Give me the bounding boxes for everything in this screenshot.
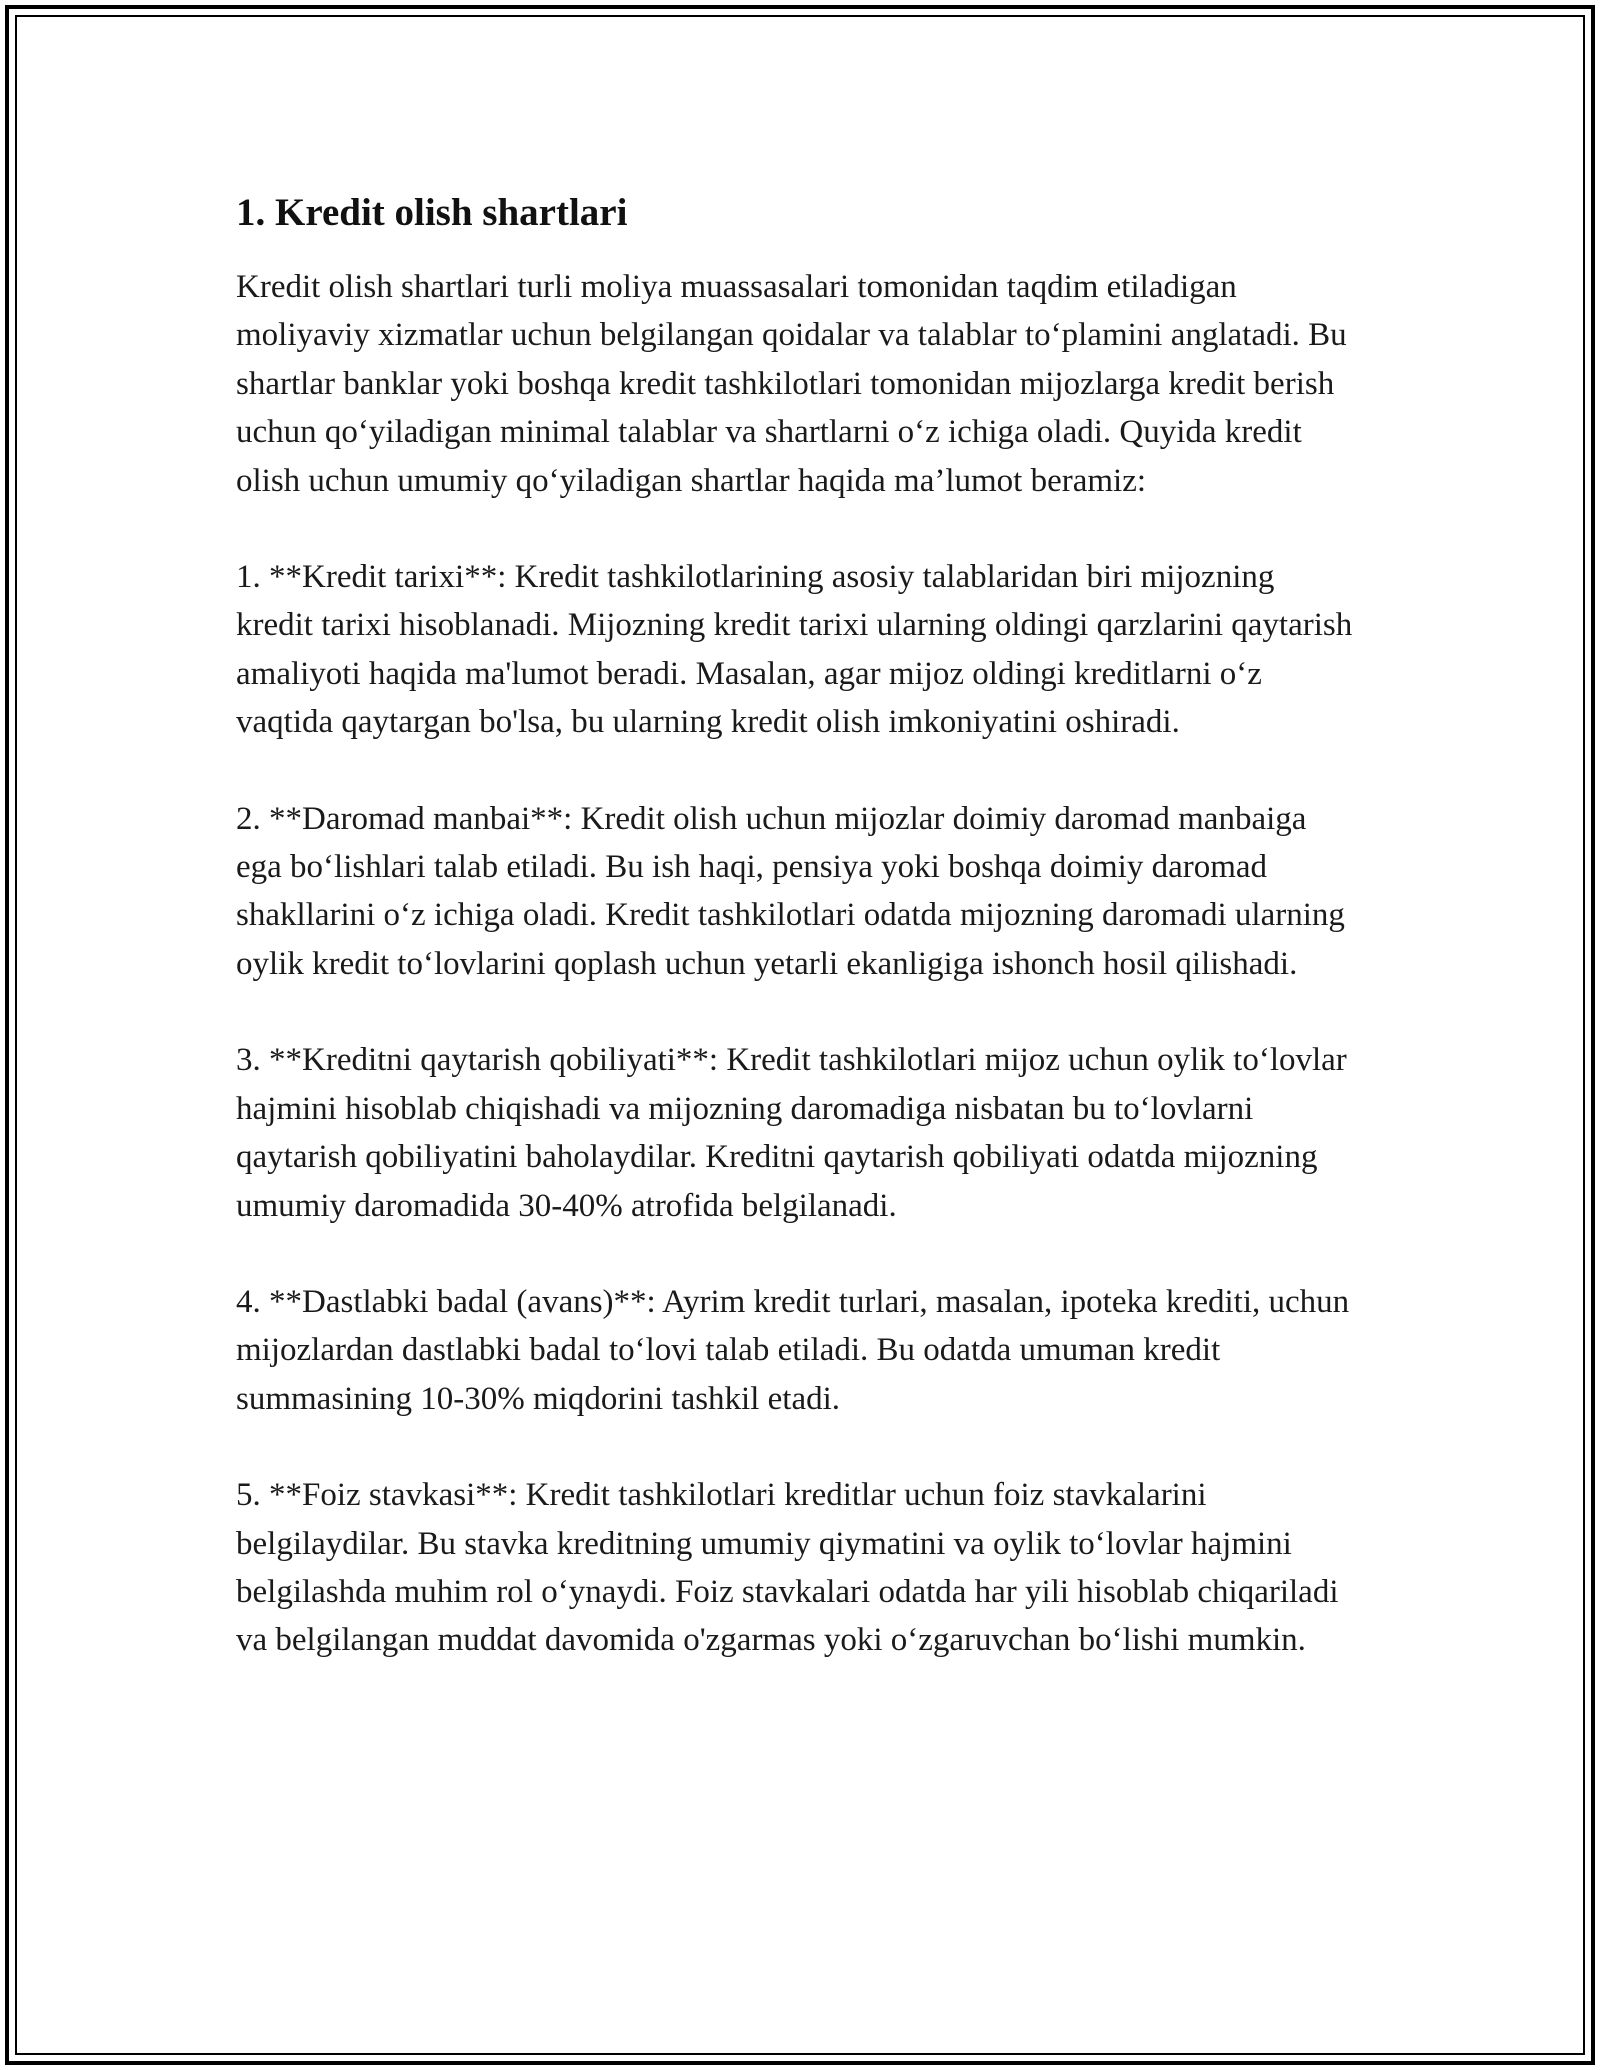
section-heading: 1. Kredit olish shartlari bbox=[236, 191, 628, 234]
item-interest-rate: 5. **Foiz stavkasi**: Kredit tashkilotlari kreditlar uchun foiz stavkalarini belgilaydilar. Bu stavka kreditning umumiy qiymatini va oylik to‘lovlar hajmini belgilashda muhim rol o‘ynaydi. Foiz stavkalari odatda har yili hisoblab chiqariladi va belgilangan muddat davomida o'zgarmas yoki o‘zgaruvchan bo‘lishi mumkin. bbox=[236, 1477, 1339, 1659]
item-income-source: 2. **Daromad manbai**: Kredit olish uchun mijozlar doimiy daromad manbaiga ega bo‘lishlari talab etiladi. Bu ish haqi, pensiya yoki boshqa doimiy daromad shakllarini o‘z ichiga oladi. Kredit tashkilotlari odatda mijozning daromadi ularning oylik kredit to‘lovlarini qoplash uchun yetarli ekanligiga ishonch hosil qilishadi. bbox=[236, 800, 1345, 982]
item-credit-history: 1. **Kredit tarixi**: Kredit tashkilotlarining asosiy talablaridan biri mijozning kredit tarixi hisoblanadi. Mijozning kredit tarixi ularning oldingi qarzlarini qaytarish amaliyoti haqida ma'lumot beradi. Masalan, agar mijoz oldingi kreditlarni o‘z vaqtida qaytargan bo'lsa, bu ularning kredit olish imkoniyatini oshiradi. bbox=[236, 559, 1353, 741]
item-down-payment: 4. **Dastlabki badal (avans)**: Ayrim kredit turlari, masalan, ipoteka krediti, uchun mijozlardan dastlabki badal to‘lovi talab etiladi. Bu odatda umuman kredit summasining 10-30% miqdorini tashkil etadi. bbox=[236, 1283, 1350, 1417]
intro-paragraph: Kredit olish shartlari turli moliya muassasalari tomonidan taqdim etiladigan moliyaviy xizmatlar uchun belgilangan qoidalar va talablar to‘plamini anglatadi. Bu shartlar banklar yoki boshqa kredit tashkilotlari tomonidan mijozlarga kredit berish uchun qo‘yiladigan minimal talablar va shartlarni o‘z ichiga oladi. Quyida kredit olish uchun umumiy qo‘yiladigan shartlar haqida ma’lumot beramiz: bbox=[236, 269, 1347, 499]
document-body bbox=[236, 185, 1356, 1713]
item-repayment-ability: 3. **Kreditni qaytarish qobiliyati**: Kredit tashkilotlari mijoz uchun oylik to‘lovlar hajmini hisoblab chiqishadi va mijozning daromadiga nisbatan bu to‘lovlarni qaytarish qobiliyatini baholaydilar. Kreditni qaytarish qobiliyati odatda mijozning umumiy daromadida 30-40% atrofida belgilanadi. bbox=[236, 1042, 1347, 1224]
